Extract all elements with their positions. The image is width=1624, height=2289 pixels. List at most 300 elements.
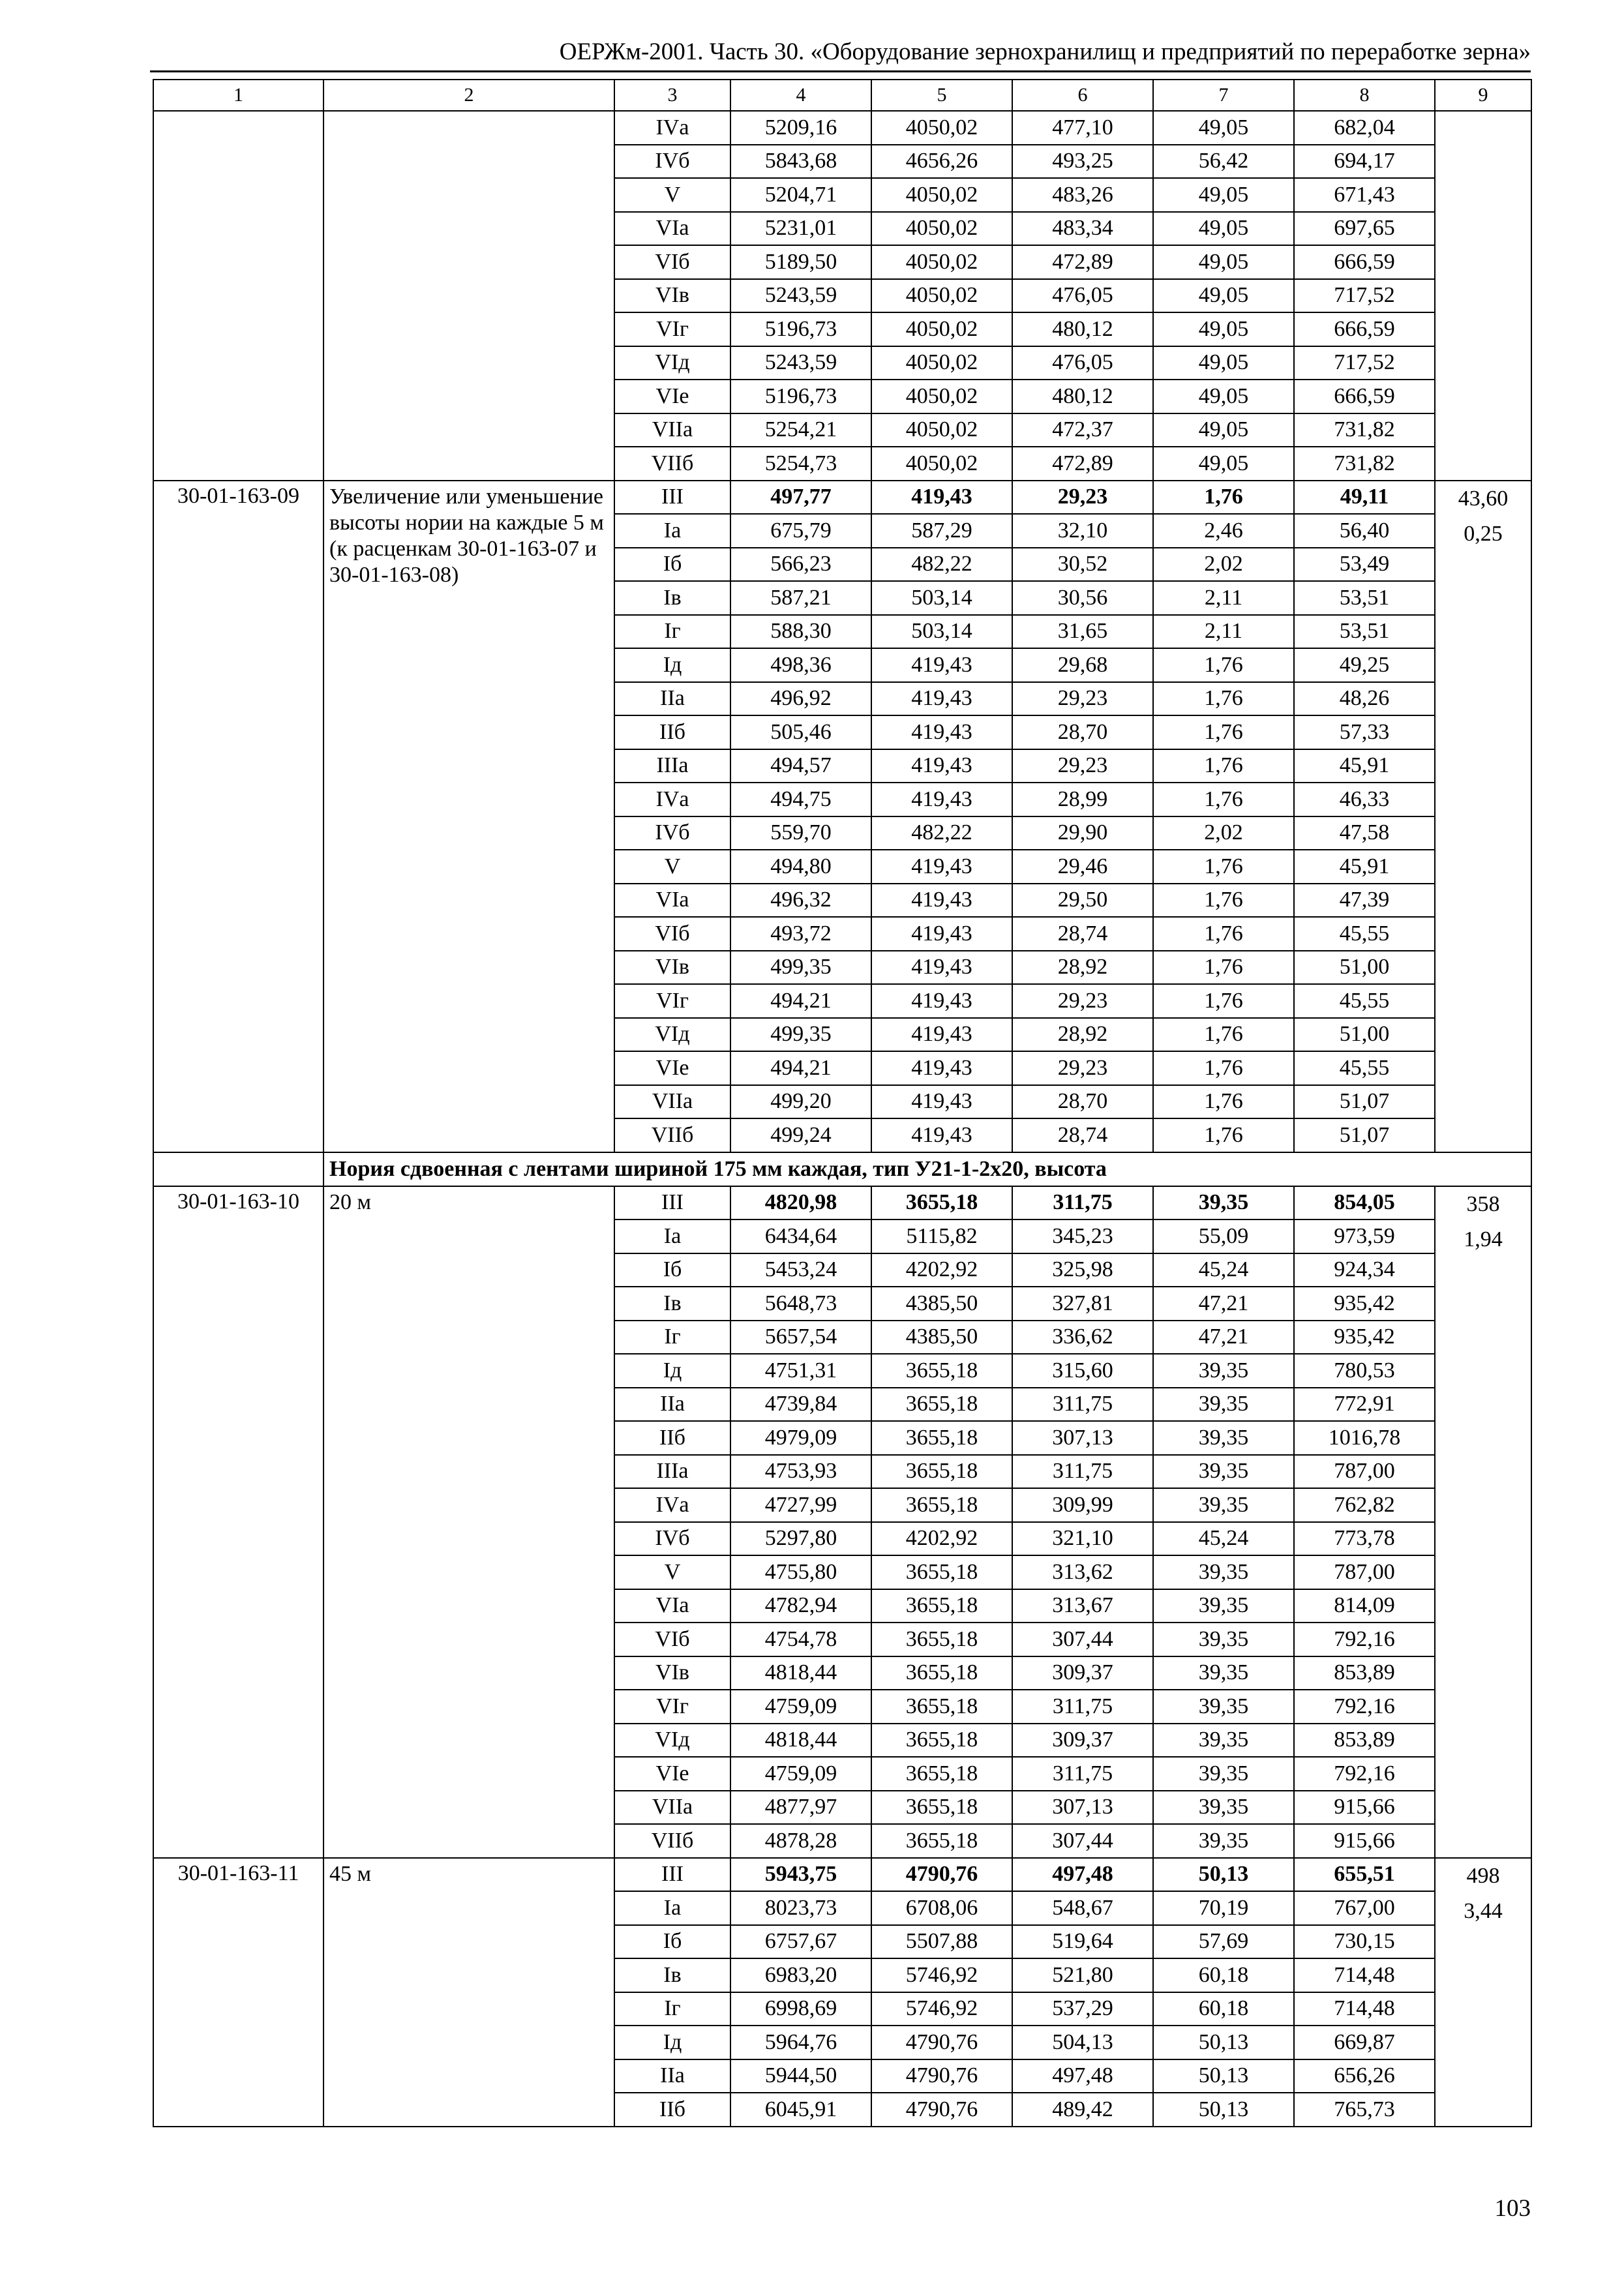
- zone-cell: VIв: [614, 1656, 730, 1690]
- value-cell: 503,14: [871, 615, 1012, 649]
- value-cell: 60,18: [1153, 1992, 1294, 2026]
- value-cell: 45,24: [1153, 1522, 1294, 1556]
- zone-cell: IVб: [614, 145, 730, 179]
- value-cell: 3655,18: [871, 1488, 1012, 1522]
- zone-cell: III: [614, 481, 730, 515]
- value-cell: 5196,73: [730, 380, 871, 413]
- value-cell: 39,35: [1153, 1623, 1294, 1656]
- value-cell: 477,10: [1012, 111, 1153, 145]
- value-cell: 419,43: [871, 783, 1012, 816]
- zone-cell: VIд: [614, 1724, 730, 1758]
- value-cell: 5231,01: [730, 212, 871, 246]
- value-cell: 566,23: [730, 548, 871, 582]
- value-cell: 28,70: [1012, 1085, 1153, 1119]
- value-cell: 1,76: [1153, 850, 1294, 884]
- value-cell: 4050,02: [871, 447, 1012, 481]
- value-cell: 29,90: [1012, 816, 1153, 850]
- value-cell: 503,14: [871, 581, 1012, 615]
- value-cell: 3655,18: [871, 1455, 1012, 1489]
- value-cell: 49,05: [1153, 245, 1294, 279]
- zone-cell: VIв: [614, 279, 730, 313]
- zone-cell: IIб: [614, 2093, 730, 2127]
- value-cell: 311,75: [1012, 1757, 1153, 1791]
- col9-cell: [1435, 1186, 1531, 1858]
- value-cell: 5843,68: [730, 145, 871, 179]
- value-cell: 671,43: [1294, 178, 1435, 212]
- zone-cell: III: [614, 1858, 730, 1892]
- value-cell: 935,42: [1294, 1321, 1435, 1354]
- value-cell: 327,81: [1012, 1287, 1153, 1321]
- rate-code: [153, 111, 323, 481]
- value-cell: 28,99: [1012, 783, 1153, 816]
- value-cell: 767,00: [1294, 1891, 1435, 1925]
- value-cell: 498,36: [730, 648, 871, 682]
- column-header-row: [153, 80, 1531, 111]
- value-cell: 39,35: [1153, 1186, 1294, 1220]
- table-row: [153, 111, 1531, 145]
- value-cell: 4202,92: [871, 1253, 1012, 1287]
- value-cell: 499,20: [730, 1085, 871, 1119]
- value-cell: 29,23: [1012, 481, 1153, 515]
- value-cell: 419,43: [871, 648, 1012, 682]
- value-cell: 853,89: [1294, 1724, 1435, 1758]
- value-cell: 472,89: [1012, 447, 1153, 481]
- value-cell: 50,13: [1153, 2093, 1294, 2127]
- value-cell: 4050,02: [871, 413, 1012, 447]
- value-cell: 792,16: [1294, 1690, 1435, 1724]
- value-cell: 49,05: [1153, 212, 1294, 246]
- value-cell: 49,05: [1153, 279, 1294, 313]
- value-cell: 28,92: [1012, 951, 1153, 985]
- value-cell: 6708,06: [871, 1891, 1012, 1925]
- value-cell: 4782,94: [730, 1589, 871, 1623]
- value-cell: 666,59: [1294, 312, 1435, 346]
- value-cell: 499,35: [730, 951, 871, 985]
- value-cell: 505,46: [730, 715, 871, 749]
- value-cell: 493,25: [1012, 145, 1153, 179]
- value-cell: 714,48: [1294, 1992, 1435, 2026]
- value-cell: 4202,92: [871, 1522, 1012, 1556]
- zone-cell: IVа: [614, 111, 730, 145]
- value-cell: 4759,09: [730, 1757, 871, 1791]
- value-cell: 1,76: [1153, 682, 1294, 716]
- value-cell: 480,12: [1012, 312, 1153, 346]
- zone-cell: IVа: [614, 783, 730, 816]
- zone-cell: V: [614, 1555, 730, 1589]
- page-number: 103: [1494, 2195, 1531, 2222]
- value-cell: 3655,18: [871, 1791, 1012, 1825]
- value-cell: 55,09: [1153, 1219, 1294, 1253]
- zone-cell: Iд: [614, 648, 730, 682]
- value-cell: 559,70: [730, 816, 871, 850]
- value-cell: 29,23: [1012, 1051, 1153, 1085]
- table-row: [153, 1186, 1531, 1220]
- value-cell: 309,37: [1012, 1724, 1153, 1758]
- zone-cell: IVб: [614, 816, 730, 850]
- column-header: 6: [1012, 80, 1153, 111]
- value-cell: 49,25: [1294, 648, 1435, 682]
- value-cell: 731,82: [1294, 413, 1435, 447]
- value-cell: 4050,02: [871, 212, 1012, 246]
- value-cell: 419,43: [871, 951, 1012, 985]
- value-cell: 6757,67: [730, 1925, 871, 1959]
- value-cell: 419,43: [871, 481, 1012, 515]
- value-cell: 313,62: [1012, 1555, 1153, 1589]
- value-cell: 1,76: [1153, 951, 1294, 985]
- zone-cell: IIб: [614, 1421, 730, 1455]
- column-header: 2: [323, 80, 614, 111]
- value-cell: 3655,18: [871, 1690, 1012, 1724]
- value-cell: 1,76: [1153, 917, 1294, 951]
- value-cell: 5746,92: [871, 1958, 1012, 1992]
- value-cell: 4050,02: [871, 346, 1012, 380]
- value-cell: 307,44: [1012, 1824, 1153, 1858]
- zone-cell: Iв: [614, 1287, 730, 1321]
- value-cell: 4385,50: [871, 1287, 1012, 1321]
- value-cell: 29,23: [1012, 984, 1153, 1018]
- value-cell: 717,52: [1294, 346, 1435, 380]
- col9-cell: [1435, 481, 1531, 1152]
- value-cell: 5243,59: [730, 279, 871, 313]
- value-cell: 482,22: [871, 548, 1012, 582]
- value-cell: 29,23: [1012, 749, 1153, 783]
- zone-cell: VIе: [614, 1757, 730, 1791]
- zone-cell: VIб: [614, 1623, 730, 1656]
- value-cell: 39,35: [1153, 1455, 1294, 1489]
- value-cell: 497,77: [730, 481, 871, 515]
- rate-description: 45 м: [323, 1858, 614, 2127]
- value-cell: 313,67: [1012, 1589, 1153, 1623]
- value-cell: 2,11: [1153, 581, 1294, 615]
- value-cell: 28,74: [1012, 1118, 1153, 1152]
- rate-code: 30-01-163-10: [153, 1186, 323, 1858]
- value-cell: 480,12: [1012, 380, 1153, 413]
- value-cell: 765,73: [1294, 2093, 1435, 2127]
- value-cell: 60,18: [1153, 1958, 1294, 1992]
- zone-cell: Iб: [614, 1925, 730, 1959]
- zone-cell: Iв: [614, 581, 730, 615]
- value-cell: 419,43: [871, 1118, 1012, 1152]
- zone-cell: IIа: [614, 2059, 730, 2093]
- column-header: 9: [1435, 80, 1531, 111]
- value-cell: 31,65: [1012, 615, 1153, 649]
- col9-value: 1,94: [1464, 1227, 1503, 1251]
- value-cell: 4753,93: [730, 1455, 871, 1489]
- value-cell: 504,13: [1012, 2026, 1153, 2059]
- value-cell: 780,53: [1294, 1354, 1435, 1388]
- column-header: 7: [1153, 80, 1294, 111]
- value-cell: 773,78: [1294, 1522, 1435, 1556]
- value-cell: 49,05: [1153, 111, 1294, 145]
- value-cell: 519,64: [1012, 1925, 1153, 1959]
- value-cell: 472,89: [1012, 245, 1153, 279]
- value-cell: 4877,97: [730, 1791, 871, 1825]
- value-cell: 493,72: [730, 917, 871, 951]
- zone-cell: VIг: [614, 1690, 730, 1724]
- col9-cell: [1435, 1858, 1531, 2127]
- value-cell: 4739,84: [730, 1388, 871, 1422]
- value-cell: 489,42: [1012, 2093, 1153, 2127]
- value-cell: 4818,44: [730, 1656, 871, 1690]
- value-cell: 5243,59: [730, 346, 871, 380]
- zone-cell: Iг: [614, 615, 730, 649]
- value-cell: 6983,20: [730, 1958, 871, 1992]
- value-cell: 5964,76: [730, 2026, 871, 2059]
- value-cell: 32,10: [1012, 514, 1153, 548]
- value-cell: 694,17: [1294, 145, 1435, 179]
- value-cell: 483,34: [1012, 212, 1153, 246]
- value-cell: 973,59: [1294, 1219, 1435, 1253]
- value-cell: 45,55: [1294, 984, 1435, 1018]
- value-cell: 56,42: [1153, 145, 1294, 179]
- value-cell: 521,80: [1012, 1958, 1153, 1992]
- value-cell: 39,35: [1153, 1354, 1294, 1388]
- rate-description: [323, 111, 614, 481]
- value-cell: 494,75: [730, 783, 871, 816]
- value-cell: 4385,50: [871, 1321, 1012, 1354]
- value-cell: 50,13: [1153, 2026, 1294, 2059]
- value-cell: 51,00: [1294, 1018, 1435, 1052]
- value-cell: 307,13: [1012, 1421, 1153, 1455]
- table-body: [153, 80, 1531, 2127]
- value-cell: 309,99: [1012, 1488, 1153, 1522]
- value-cell: 57,33: [1294, 715, 1435, 749]
- column-header: 3: [614, 80, 730, 111]
- value-cell: 28,92: [1012, 1018, 1153, 1052]
- zone-cell: VIа: [614, 212, 730, 246]
- value-cell: 50,13: [1153, 1858, 1294, 1892]
- value-cell: 419,43: [871, 984, 1012, 1018]
- value-cell: 4050,02: [871, 111, 1012, 145]
- zone-cell: VIд: [614, 346, 730, 380]
- value-cell: 3655,18: [871, 1354, 1012, 1388]
- value-cell: 47,58: [1294, 816, 1435, 850]
- value-cell: 6434,64: [730, 1219, 871, 1253]
- value-cell: 5453,24: [730, 1253, 871, 1287]
- value-cell: 3655,18: [871, 1388, 1012, 1422]
- value-cell: 49,05: [1153, 312, 1294, 346]
- value-cell: 39,35: [1153, 1724, 1294, 1758]
- value-cell: 28,70: [1012, 715, 1153, 749]
- value-cell: 853,89: [1294, 1656, 1435, 1690]
- value-cell: 787,00: [1294, 1555, 1435, 1589]
- value-cell: 494,57: [730, 749, 871, 783]
- value-cell: 39,35: [1153, 1791, 1294, 1825]
- value-cell: 854,05: [1294, 1186, 1435, 1220]
- zone-cell: VIIб: [614, 1824, 730, 1858]
- value-cell: 70,19: [1153, 1891, 1294, 1925]
- value-cell: 45,91: [1294, 749, 1435, 783]
- value-cell: 4790,76: [871, 2026, 1012, 2059]
- value-cell: 772,91: [1294, 1388, 1435, 1422]
- value-cell: 49,05: [1153, 346, 1294, 380]
- value-cell: 307,13: [1012, 1791, 1153, 1825]
- value-cell: 311,75: [1012, 1186, 1153, 1220]
- value-cell: 39,35: [1153, 1421, 1294, 1455]
- value-cell: 39,35: [1153, 1690, 1294, 1724]
- value-cell: 587,21: [730, 581, 871, 615]
- value-cell: 476,05: [1012, 346, 1153, 380]
- value-cell: 4878,28: [730, 1824, 871, 1858]
- rate-description: Увеличение или уменьшение высоты нории на каждые 5 м (к расценкам 30-01-163-07 и 30-01-163-08): [323, 481, 614, 1152]
- zone-cell: V: [614, 178, 730, 212]
- value-cell: 1,76: [1153, 715, 1294, 749]
- value-cell: 4754,78: [730, 1623, 871, 1656]
- value-cell: 717,52: [1294, 279, 1435, 313]
- value-cell: 1,76: [1153, 648, 1294, 682]
- col9-value: 358: [1466, 1191, 1500, 1216]
- value-cell: 5746,92: [871, 1992, 1012, 2026]
- zone-cell: IVа: [614, 1488, 730, 1522]
- zone-cell: Iд: [614, 1354, 730, 1388]
- value-cell: 419,43: [871, 682, 1012, 716]
- value-cell: 57,69: [1153, 1925, 1294, 1959]
- section-spacer: [153, 1152, 323, 1186]
- value-cell: 39,35: [1153, 1488, 1294, 1522]
- value-cell: 49,05: [1153, 447, 1294, 481]
- value-cell: 587,29: [871, 514, 1012, 548]
- zone-cell: VIе: [614, 380, 730, 413]
- value-cell: 345,23: [1012, 1219, 1153, 1253]
- value-cell: 666,59: [1294, 380, 1435, 413]
- page-header: ОЕРЖм-2001. Часть 30. «Оборудование зернохранилищ и предприятий по переработке зерна»: [559, 38, 1531, 65]
- zone-cell: VIв: [614, 951, 730, 985]
- zone-cell: Iа: [614, 1891, 730, 1925]
- value-cell: 29,68: [1012, 648, 1153, 682]
- column-header: 4: [730, 80, 871, 111]
- value-cell: 669,87: [1294, 2026, 1435, 2059]
- value-cell: 4820,98: [730, 1186, 871, 1220]
- zone-cell: VIб: [614, 245, 730, 279]
- value-cell: 49,05: [1153, 413, 1294, 447]
- value-cell: 814,09: [1294, 1589, 1435, 1623]
- value-cell: 50,13: [1153, 2059, 1294, 2093]
- value-cell: 537,29: [1012, 1992, 1153, 2026]
- zone-cell: IVб: [614, 1522, 730, 1556]
- value-cell: 5189,50: [730, 245, 871, 279]
- zone-cell: VIа: [614, 884, 730, 918]
- value-cell: 49,11: [1294, 481, 1435, 515]
- zone-cell: VIIа: [614, 413, 730, 447]
- zone-cell: III: [614, 1186, 730, 1220]
- value-cell: 6998,69: [730, 1992, 871, 2026]
- zone-cell: IIIа: [614, 749, 730, 783]
- zone-cell: VIд: [614, 1018, 730, 1052]
- value-cell: 311,75: [1012, 1455, 1153, 1489]
- value-cell: 4656,26: [871, 145, 1012, 179]
- value-cell: 5944,50: [730, 2059, 871, 2093]
- value-cell: 5209,16: [730, 111, 871, 145]
- value-cell: 714,48: [1294, 1958, 1435, 1992]
- col9-value: 3,44: [1464, 1898, 1503, 1923]
- value-cell: 4751,31: [730, 1354, 871, 1388]
- col9-value: 0,25: [1464, 521, 1503, 546]
- value-cell: 3655,18: [871, 1421, 1012, 1455]
- value-cell: 45,55: [1294, 1051, 1435, 1085]
- value-cell: 494,21: [730, 1051, 871, 1085]
- value-cell: 8023,73: [730, 1891, 871, 1925]
- value-cell: 49,05: [1153, 178, 1294, 212]
- zone-cell: Iв: [614, 1958, 730, 1992]
- value-cell: 675,79: [730, 514, 871, 548]
- value-cell: 6045,91: [730, 2093, 871, 2127]
- value-cell: 39,35: [1153, 1757, 1294, 1791]
- zone-cell: Iг: [614, 1321, 730, 1354]
- value-cell: 315,60: [1012, 1354, 1153, 1388]
- value-cell: 3655,18: [871, 1824, 1012, 1858]
- value-cell: 5648,73: [730, 1287, 871, 1321]
- value-cell: 792,16: [1294, 1757, 1435, 1791]
- value-cell: 309,37: [1012, 1656, 1153, 1690]
- zone-cell: Iб: [614, 548, 730, 582]
- value-cell: 419,43: [871, 1051, 1012, 1085]
- value-cell: 419,43: [871, 917, 1012, 951]
- column-header: 1: [153, 80, 323, 111]
- zone-cell: IIб: [614, 715, 730, 749]
- value-cell: 419,43: [871, 1018, 1012, 1052]
- zone-cell: Iг: [614, 1992, 730, 2026]
- table-row: [153, 481, 1531, 515]
- zone-cell: VIIб: [614, 447, 730, 481]
- rate-code: 30-01-163-09: [153, 481, 323, 1152]
- zone-cell: VIг: [614, 312, 730, 346]
- value-cell: 731,82: [1294, 447, 1435, 481]
- value-cell: 915,66: [1294, 1791, 1435, 1825]
- value-cell: 4979,09: [730, 1421, 871, 1455]
- value-cell: 51,00: [1294, 951, 1435, 985]
- value-cell: 924,34: [1294, 1253, 1435, 1287]
- value-cell: 472,37: [1012, 413, 1153, 447]
- value-cell: 419,43: [871, 715, 1012, 749]
- header-rule: [150, 70, 1531, 72]
- value-cell: 30,52: [1012, 548, 1153, 582]
- zone-cell: VIе: [614, 1051, 730, 1085]
- value-cell: 482,22: [871, 816, 1012, 850]
- value-cell: 419,43: [871, 884, 1012, 918]
- zone-cell: IIа: [614, 682, 730, 716]
- value-cell: 5196,73: [730, 312, 871, 346]
- value-cell: 1,76: [1153, 481, 1294, 515]
- value-cell: 697,65: [1294, 212, 1435, 246]
- value-cell: 682,04: [1294, 111, 1435, 145]
- zone-cell: IIа: [614, 1388, 730, 1422]
- value-cell: 1,76: [1153, 783, 1294, 816]
- value-cell: 53,51: [1294, 581, 1435, 615]
- value-cell: 3655,18: [871, 1589, 1012, 1623]
- value-cell: 29,50: [1012, 884, 1153, 918]
- value-cell: 53,49: [1294, 548, 1435, 582]
- value-cell: 47,21: [1153, 1287, 1294, 1321]
- value-cell: 5507,88: [871, 1925, 1012, 1959]
- value-cell: 5297,80: [730, 1522, 871, 1556]
- value-cell: 419,43: [871, 749, 1012, 783]
- zone-cell: VIIа: [614, 1085, 730, 1119]
- zone-cell: VIIа: [614, 1791, 730, 1825]
- value-cell: 1,76: [1153, 884, 1294, 918]
- value-cell: 656,26: [1294, 2059, 1435, 2093]
- value-cell: 1,76: [1153, 984, 1294, 1018]
- value-cell: 311,75: [1012, 1388, 1153, 1422]
- value-cell: 45,55: [1294, 917, 1435, 951]
- value-cell: 499,35: [730, 1018, 871, 1052]
- value-cell: 5254,21: [730, 413, 871, 447]
- column-header: 5: [871, 80, 1012, 111]
- value-cell: 499,24: [730, 1118, 871, 1152]
- value-cell: 4755,80: [730, 1555, 871, 1589]
- value-cell: 419,43: [871, 1085, 1012, 1119]
- value-cell: 4759,09: [730, 1690, 871, 1724]
- value-cell: 51,07: [1294, 1085, 1435, 1119]
